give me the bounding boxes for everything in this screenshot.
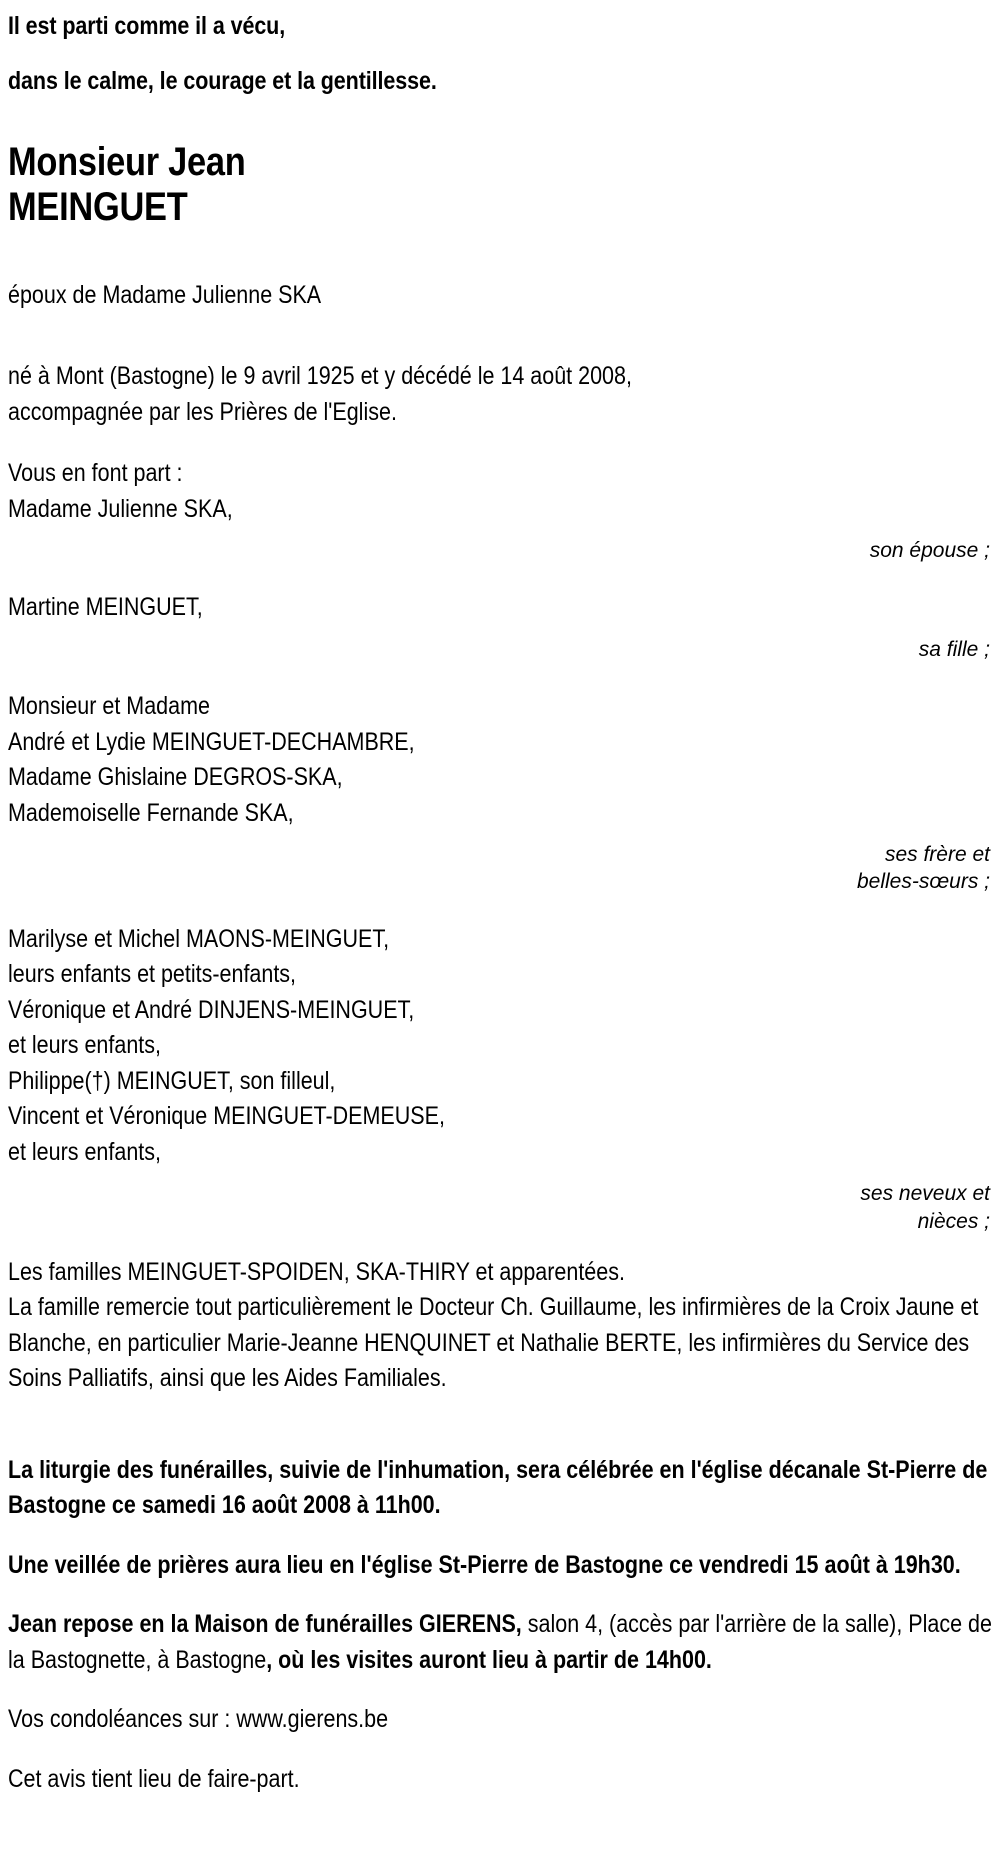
deceased-given-name: Monsieur Jean bbox=[8, 140, 246, 184]
epigraph bbox=[8, 14, 992, 94]
family-member-line: Madame Julienne SKA, bbox=[8, 494, 233, 523]
liturgy-paragraph: La liturgie des funérailles, suivie de l'inhumation, sera célébrée en l'église décanale St-Pierre de Bastogne ce samedi 16 août 2008 à 11h00. bbox=[8, 1455, 988, 1520]
family-member-line: André et Lydie MEINGUET-DECHAMBRE, bbox=[8, 727, 415, 756]
family-member-line: Marilyse et Michel MAONS-MEINGUET, bbox=[8, 924, 390, 953]
repose-paragraph bbox=[8, 1607, 992, 1678]
relation-label-siblings: ses frère et belles-sœurs ; bbox=[856, 843, 990, 894]
birth-death-line-2: accompagnée par les Prières de l'Eglise. bbox=[8, 397, 397, 426]
family-group-spouse bbox=[8, 492, 992, 565]
related-families-note: Les familles MEINGUET-SPOIDEN, SKA-THIRY et apparentées. bbox=[8, 1257, 625, 1286]
condolences-line: Vos condoléances sur : www.gierens.be bbox=[8, 1705, 389, 1734]
faire-part-notice: Cet avis tient lieu de faire-part. bbox=[8, 1764, 300, 1793]
deceased-name bbox=[8, 140, 992, 230]
family-member-line: Vincent et Véronique MEINGUET-DEMEUSE, bbox=[8, 1102, 445, 1131]
repose-bold-end: , où les visites auront lieu à partir de 14h00. bbox=[266, 1645, 712, 1674]
announcement-intro: Vous en font part : bbox=[8, 459, 183, 488]
repose-bold-start: Jean repose en la Maison de funérailles GIERENS, bbox=[8, 1610, 522, 1639]
family-member-line: Monsieur et Madame bbox=[8, 692, 210, 721]
family-group-nephews-nieces bbox=[8, 922, 992, 1235]
deceased-surname: MEINGUET bbox=[8, 184, 188, 229]
birth-death-line-1: né à Mont (Bastogne) le 9 avril 1925 et y décédé le 14 août 2008, bbox=[8, 362, 632, 391]
relation-label-nephews-nieces: ses neveux et nièces ; bbox=[860, 1182, 990, 1233]
thanks-paragraph: La famille remercie tout particulièrement le Docteur Ch. Guillaume, les infirmières de la Croix Jaune et Blanche, en particulier Marie-Jeanne HENQUINET et Nathalie BERTE, les infirmières du Service des Soins Palliatifs, ainsi que les Aides Familiales. bbox=[8, 1293, 979, 1393]
family-member-line: Madame Ghislaine DEGROS-SKA, bbox=[8, 763, 343, 792]
epigraph-line-1: Il est parti comme il a vécu, bbox=[8, 12, 286, 40]
ceremony-details bbox=[8, 1453, 992, 1798]
family-member-line: Véronique et André DINJENS-MEINGUET, bbox=[8, 995, 415, 1024]
family-member-line: et leurs enfants, bbox=[8, 1137, 161, 1166]
family-group-daughter bbox=[8, 590, 992, 663]
epigraph-line-2: dans le calme, le courage et la gentillesse. bbox=[8, 67, 437, 95]
birth-death-details bbox=[8, 359, 992, 430]
repose-middle: salon 4, (accès par l'arrière de la salle), Place de la Bastognette, à Bastogne bbox=[8, 1610, 992, 1674]
relation-label-spouse: son épouse ; bbox=[869, 539, 990, 563]
family-member-line: Mademoiselle Fernande SKA, bbox=[8, 798, 294, 827]
family-member-line: leurs enfants et petits-enfants, bbox=[8, 960, 297, 989]
family-member-line: Philippe(†) MEINGUET, son filleul, bbox=[8, 1066, 336, 1095]
family-member-line: Martine MEINGUET, bbox=[8, 593, 203, 622]
family-group-siblings bbox=[8, 689, 992, 896]
spouse-of-line: époux de Madame Julienne SKA bbox=[8, 280, 322, 309]
family-member-line: et leurs enfants, bbox=[8, 1031, 161, 1060]
relation-label-daughter: sa fille ; bbox=[918, 637, 990, 661]
family-list bbox=[8, 492, 992, 1235]
vigil-paragraph: Une veillée de prières aura lieu en l'église St-Pierre de Bastogne ce vendredi 15 août à 19h30. bbox=[8, 1550, 961, 1579]
